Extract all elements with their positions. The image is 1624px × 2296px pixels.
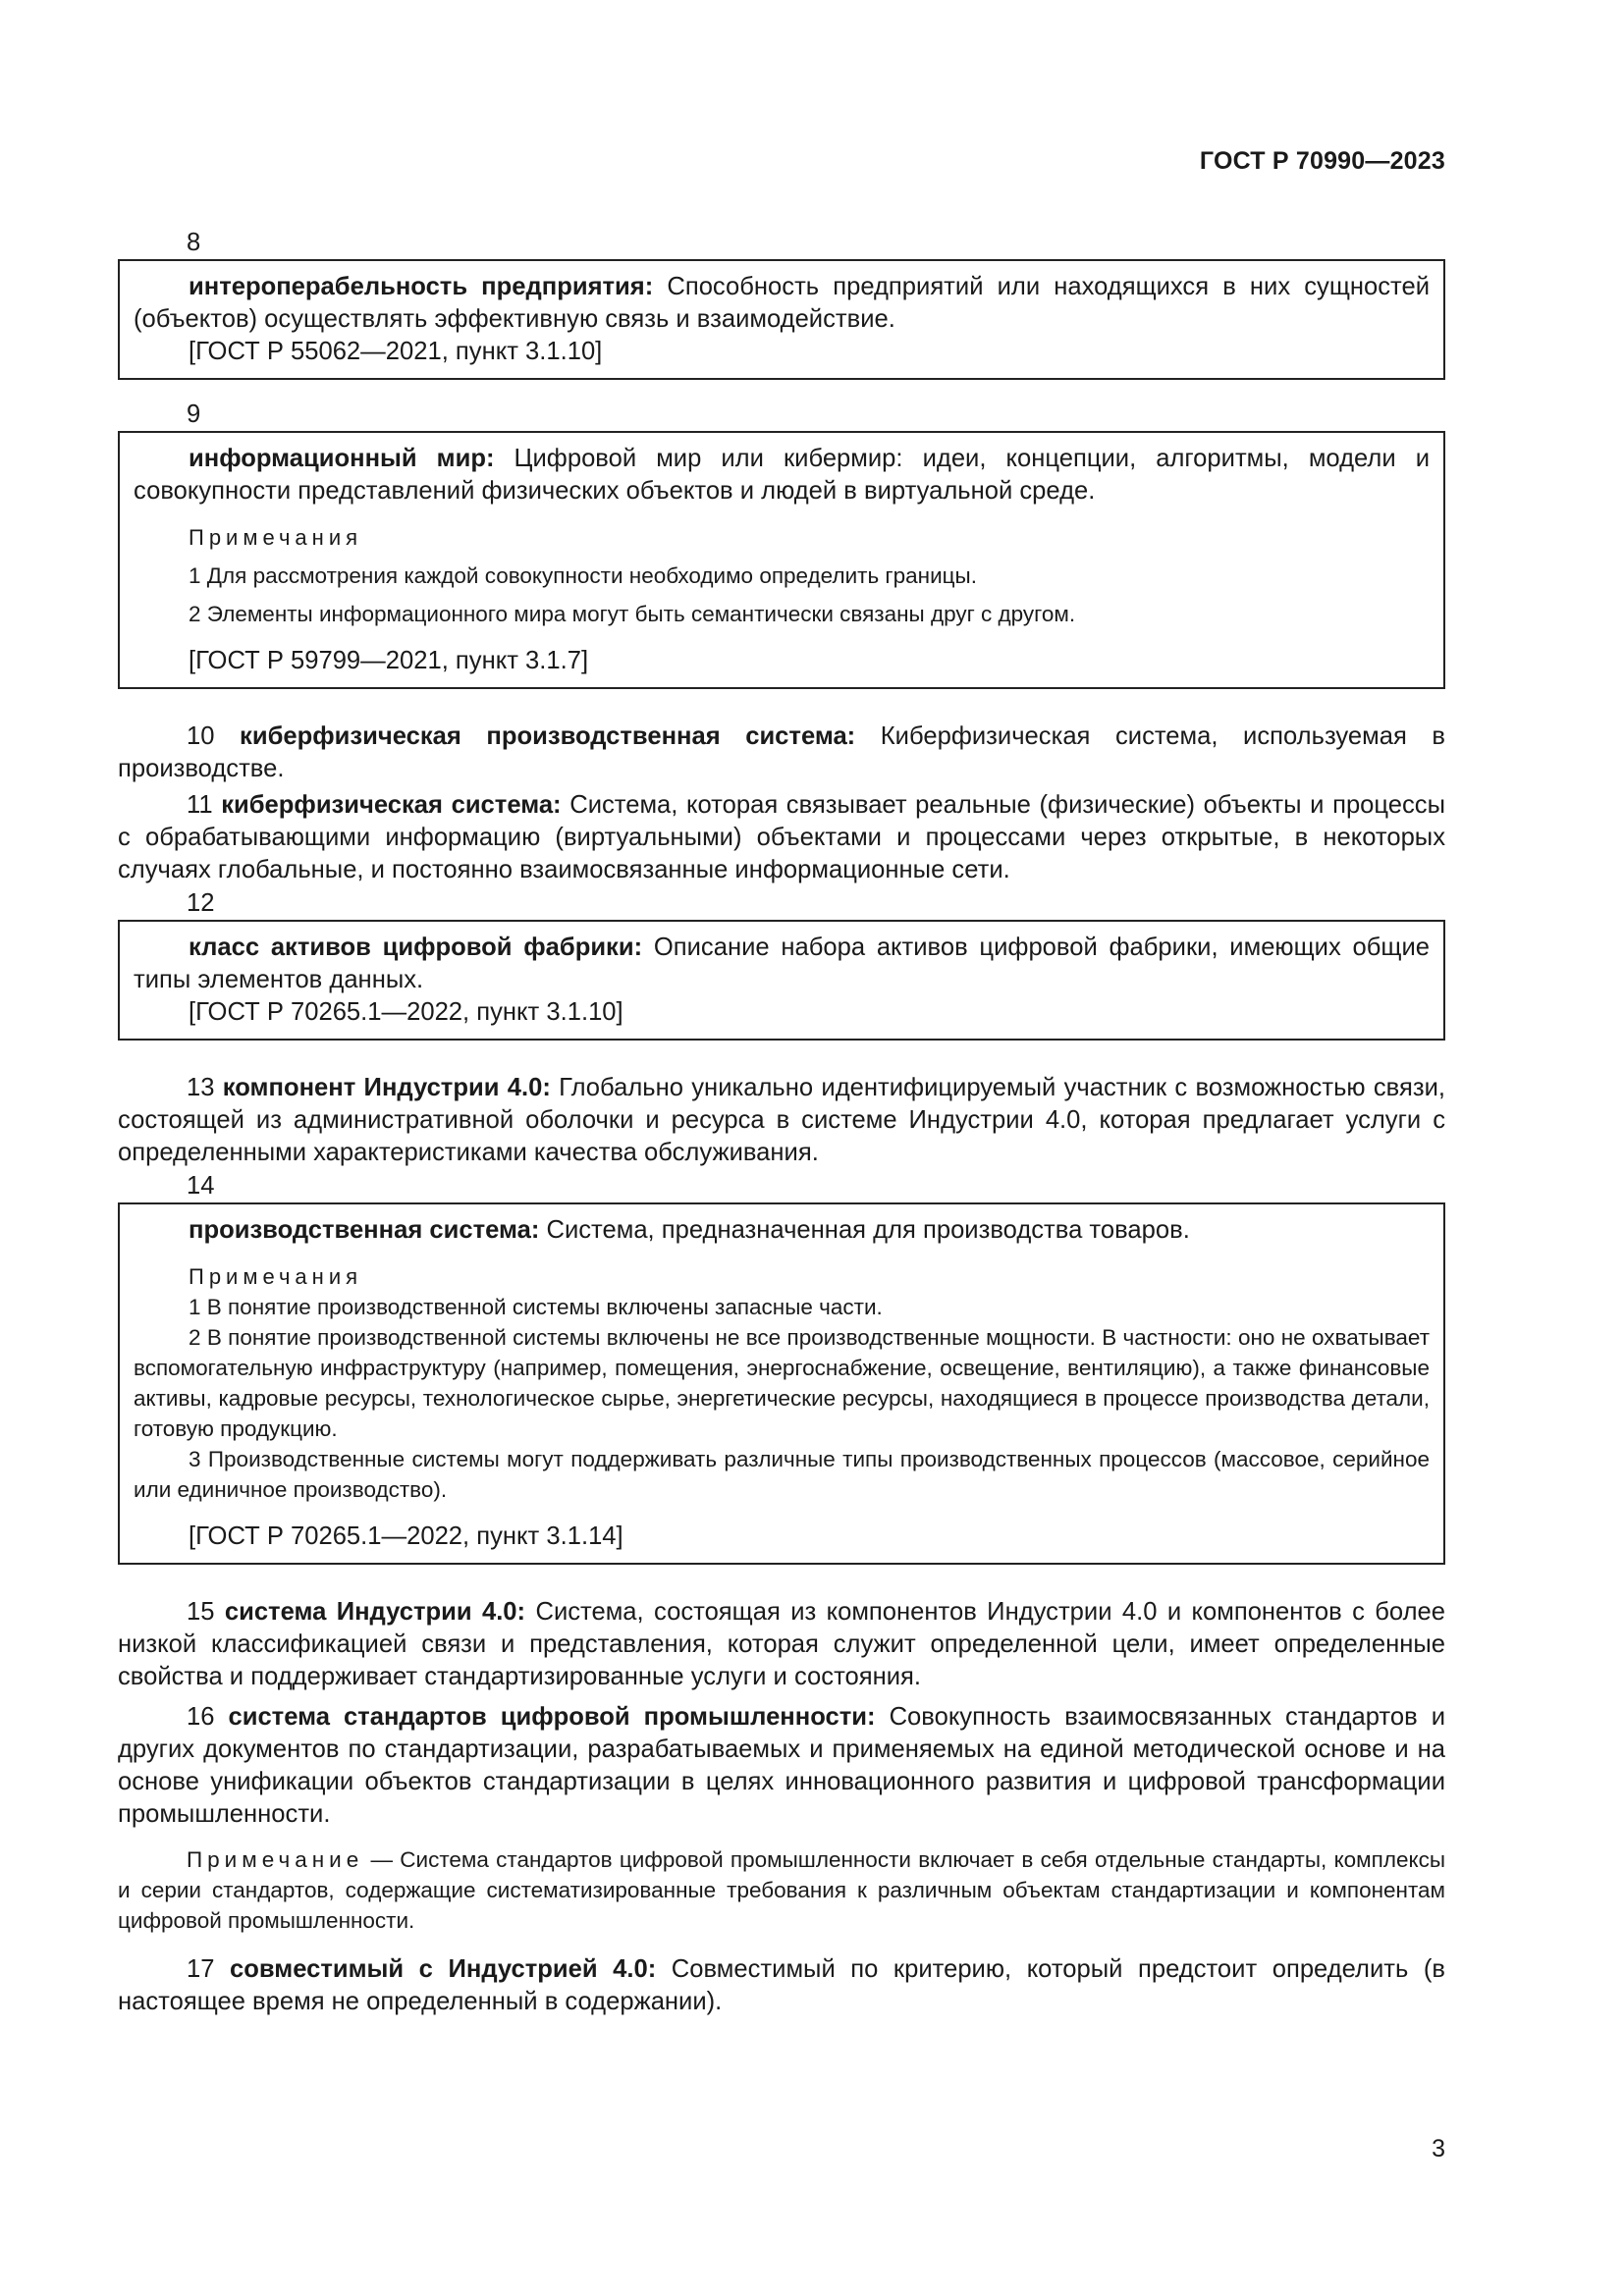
term-16-number: 16 bbox=[187, 1703, 229, 1731]
term-10-title: киберфизическая производственная система: bbox=[240, 722, 856, 750]
term-13-title: компонент Индустрии 4.0: bbox=[222, 1074, 551, 1101]
term-13-definition: Глобально уникально идентифицируемый участник с возможностью связи, состоящей из административной оболочки и ресурса в системе Индустрии 4.0, которая предлагает услуги с определенными характеристиками качества обслуживания. bbox=[118, 1074, 1445, 1166]
term-14-note-2: 2 В понятие производственной системы включены не все производственные мощности. В частности: оно не охватывает вспомогательную инфраструктуру (например, помещения, энергоснабжение, освещение, вентиляцию), а также финансовые активы, кадровые ресурсы, технологическое сырье, энергетические ресурсы, находящиеся в процессе производства детали, готовую продукцию. bbox=[134, 1325, 1430, 1441]
term-11-definition: Система, которая связывает реальные (физические) объекты и процессы с обрабатывающими информацию (виртуальными) объектами и процессами через открытые, в некоторых случаях глобальные, и постоянно взаимосвязанные информационные сети. bbox=[118, 791, 1446, 883]
term-box-12 bbox=[118, 920, 1445, 1041]
term-16-note bbox=[118, 1844, 1445, 1936]
term-14-reference: [ГОСТ Р 70265.1—2022, пункт 3.1.14] bbox=[189, 1522, 623, 1550]
term-12-definition: Описание набора активов цифровой фабрики, имеющих общие типы элементов данных. bbox=[134, 934, 1430, 993]
term-8 bbox=[134, 271, 1430, 336]
term-12 bbox=[134, 932, 1430, 996]
term-box-8 bbox=[118, 259, 1445, 380]
term-15-definition: Система, состоящая из компонентов Индустрии 4.0 и компонентов с более низкой классификацией связи и представления, которая служит определенной цели, имеет определенные свойства и поддерживает стандартизированные услуги и состояния. bbox=[118, 1598, 1445, 1690]
document-code: ГОСТ Р 70990—2023 bbox=[1199, 147, 1445, 175]
term-16-definition: Совокупность взаимосвязанных стандартов и других документов по стандартизации, разрабатываемых и применяемых на единой методической основе и на основе унификации объектов стандартизации в целях инновационного развития и цифровой трансформации промышленности. bbox=[118, 1703, 1445, 1828]
term-15-number: 15 bbox=[187, 1598, 225, 1626]
term-11-number: 11 bbox=[187, 791, 222, 819]
term-17-number: 17 bbox=[187, 1955, 231, 1983]
page-number: 3 bbox=[1432, 2135, 1445, 2163]
term-9-reference: [ГОСТ Р 59799—2021, пункт 3.1.7] bbox=[189, 647, 589, 674]
term-15-title: система Индустрии 4.0: bbox=[224, 1598, 526, 1626]
term-11-title: киберфизическая система: bbox=[221, 791, 562, 819]
term-number-12: 12 bbox=[187, 889, 215, 917]
term-box-14 bbox=[118, 1202, 1445, 1565]
term-17-definition: Совместимый по критерию, который предстоит определить (в настоящее время не определенный в содержании). bbox=[118, 1955, 1445, 2015]
term-number-9: 9 bbox=[187, 400, 201, 428]
term-box-9 bbox=[118, 431, 1445, 689]
term-10-number: 10 bbox=[187, 722, 241, 750]
term-10-definition: Киберфизическая система, используемая в производстве. bbox=[118, 722, 1445, 782]
term-17-title: совместимый с Индустрией 4.0: bbox=[230, 1955, 657, 1983]
term-16 bbox=[118, 1701, 1445, 1831]
term-15 bbox=[118, 1596, 1445, 1693]
term-16-note-text: — Система стандартов цифровой промышленности включает в себя отдельные стандарты, комплексы и серии стандартов, содержащие систематизированные требования к различным объектам стандартизации и компонентам цифровой промышленности. bbox=[118, 1847, 1445, 1933]
term-9 bbox=[134, 443, 1430, 507]
term-11 bbox=[118, 789, 1445, 886]
term-14-note-3: 3 Производственные системы могут поддерживать различные типы производственных процессов (массовое, серийное или единичное производство). bbox=[134, 1447, 1430, 1502]
term-14-definition: Система, предназначенная для производства товаров. bbox=[539, 1216, 1190, 1244]
document-body bbox=[118, 226, 1445, 2018]
term-10 bbox=[118, 721, 1445, 785]
term-9-title: информационный мир: bbox=[189, 445, 495, 472]
term-number-14: 14 bbox=[187, 1172, 215, 1200]
term-9-note-1: 1 Для рассмотрения каждой совокупности необходимо определить границы. bbox=[189, 563, 977, 588]
term-14-note-1: 1 В понятие производственной системы включены запасные части. bbox=[189, 1295, 883, 1319]
term-8-title: интероперабельность предприятия: bbox=[189, 273, 654, 300]
term-14 bbox=[134, 1214, 1430, 1247]
term-14-notes-title: Примечания bbox=[189, 1264, 363, 1289]
term-16-note-label: Примечание bbox=[187, 1847, 364, 1872]
term-13-number: 13 bbox=[187, 1074, 223, 1101]
term-9-notes-title: Примечания bbox=[189, 525, 363, 550]
term-13 bbox=[118, 1072, 1445, 1169]
term-9-definition: Цифровой мир или кибермир: идеи, концепции, алгоритмы, модели и совокупности представлений физических объектов и людей в виртуальной среде. bbox=[134, 445, 1430, 505]
term-17 bbox=[118, 1953, 1445, 2018]
term-9-note-2: 2 Элементы информационного мира могут быть семантически связаны друг с другом. bbox=[189, 602, 1076, 626]
term-12-title: класс активов цифровой фабрики: bbox=[189, 934, 643, 961]
term-8-reference: [ГОСТ Р 55062—2021, пункт 3.1.10] bbox=[189, 338, 603, 365]
term-16-title: система стандартов цифровой промышленности: bbox=[228, 1703, 876, 1731]
term-8-definition: Способность предприятий или находящихся в них сущностей (объектов) осуществлять эффективную связь и взаимодействие. bbox=[134, 273, 1431, 333]
term-12-reference: [ГОСТ Р 70265.1—2022, пункт 3.1.10] bbox=[189, 998, 623, 1026]
term-14-title: производственная система: bbox=[189, 1216, 540, 1244]
term-number-8: 8 bbox=[187, 229, 201, 256]
